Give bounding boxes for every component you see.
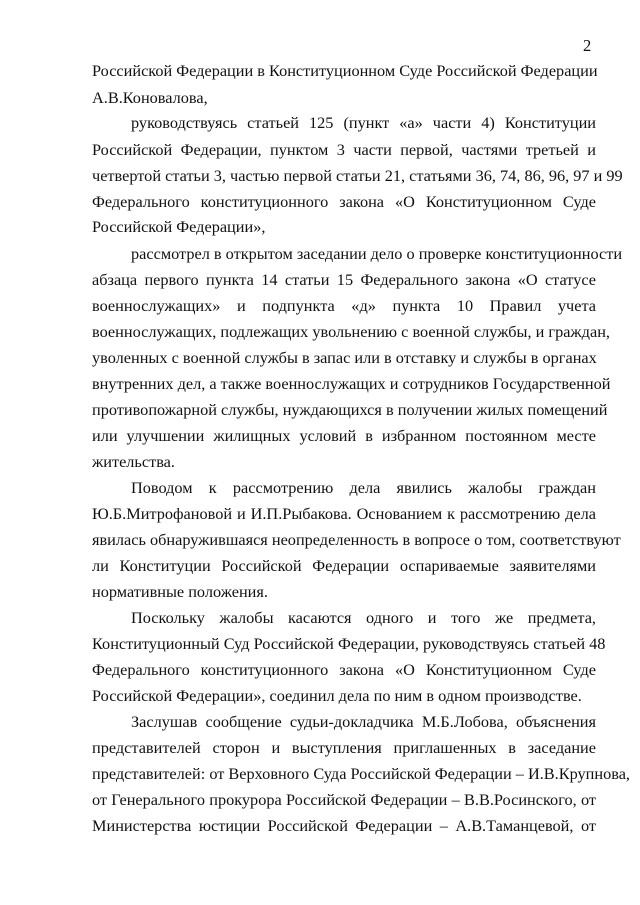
text-line: представителей сторон и выступления приглашенных в заседание bbox=[92, 738, 596, 757]
text-line: рассмотрел в открытом заседании дело о проверке конституционности bbox=[131, 244, 623, 263]
text-line: абзаца первого пункта 14 статьи 15 Федерального закона «О статусе bbox=[92, 270, 596, 289]
page-number: 2 bbox=[583, 36, 592, 55]
text-line: Поводом к рассмотрению дела явились жалобы граждан bbox=[131, 478, 596, 497]
text-line: четвертой статьи 3, частью первой статьи 21, статьями 36, 74, 86, 96, 97 и 99 bbox=[92, 166, 623, 185]
text-line: от Генерального прокурора Российской Федерации – В.В.Росинского, от bbox=[92, 790, 596, 809]
text-line: явилась обнаружившаяся неопределенность в вопросе о том, соответствуют bbox=[92, 530, 621, 549]
text-line: нормативные положения. bbox=[92, 582, 268, 601]
text-line: руководствуясь статьей 125 (пункт «а» части 4) Конституции bbox=[131, 113, 596, 132]
text-line: противопожарной службы, нуждающихся в получении жилых помещений bbox=[92, 400, 608, 419]
text-line: ли Конституции Российской Федерации оспариваемые заявителями bbox=[92, 556, 596, 575]
text-line: уволенных с военной службы в запас или в отставку и службы в органах bbox=[92, 348, 597, 367]
text-line: Федерального конституционного закона «О Конституционном Суде bbox=[92, 192, 596, 211]
text-line: внутренних дел, а также военнослужащих и сотрудников Государственной bbox=[92, 374, 611, 393]
text-line: жительства. bbox=[92, 452, 175, 471]
text-line: Конституционный Суд Российской Федерации, руководствуясь статьей 48 bbox=[92, 634, 606, 653]
text-line: Заслушав сообщение судьи-докладчика М.Б.Лобова, объяснения bbox=[131, 712, 596, 731]
text-line: А.В.Коновалова, bbox=[92, 88, 208, 107]
text-line: представителей: от Верховного Суда Российской Федерации – И.В.Крупнова, bbox=[92, 764, 630, 783]
text-line: военнослужащих» и подпункта «д» пункта 10 Правил учета bbox=[92, 296, 596, 315]
text-line: или улучшении жилищных условий в избранном постоянном месте bbox=[92, 426, 596, 445]
text-line: Российской Федерации», соединил дела по ним в одном производстве. bbox=[92, 686, 582, 705]
text-line: Российской Федерации в Конституционном Суде Российской Федерации bbox=[92, 61, 598, 80]
text-line: Российской Федерации, пунктом 3 части первой, частями третьей и bbox=[92, 140, 596, 159]
text-line: Министерства юстиции Российской Федерации – А.В.Таманцевой, от bbox=[92, 816, 596, 835]
text-line: Федерального конституционного закона «О Конституционном Суде bbox=[92, 660, 596, 679]
text-line: Ю.Б.Митрофановой и И.П.Рыбакова. Основанием к рассмотрению дела bbox=[92, 504, 596, 523]
text-line: Поскольку жалобы касаются одного и того же предмета, bbox=[131, 608, 596, 627]
text-line: Российской Федерации», bbox=[92, 217, 266, 236]
text-line: военнослужащих, подлежащих увольнению с военной службы, и граждан, bbox=[92, 322, 610, 341]
